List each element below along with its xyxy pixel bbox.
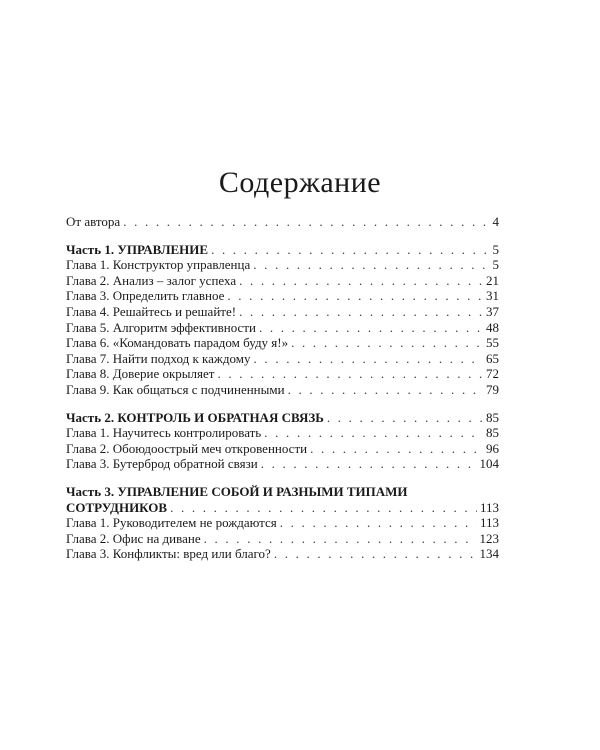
toc-entry-intro[interactable] — [66, 214, 499, 230]
toc-entry-label: Глава 3. Конфликты: вред или благо? — [66, 546, 271, 562]
toc-entry-label: Глава 7. Найти подход к каждому — [66, 350, 251, 366]
toc-entry-label: Глава 2. Обоюдоострый меч откровенности — [66, 440, 308, 456]
toc-entry[interactable] — [66, 546, 499, 562]
toc-part-label-continued: СОТРУДНИКОВ — [66, 499, 168, 515]
dot-leader — [261, 456, 477, 472]
toc-page-number: 134 — [479, 546, 499, 562]
dot-leader — [264, 425, 483, 441]
toc-page-number: 72 — [486, 366, 499, 382]
toc-entry-label: Глава 4. Решайтесь и решайте! — [66, 303, 237, 319]
toc-page-number: 85 — [486, 409, 499, 425]
toc-entry-label: Глава 2. Анализ – залог успеха — [66, 272, 237, 288]
dot-leader — [254, 351, 483, 367]
toc-part-2[interactable] — [66, 410, 499, 426]
toc-entry-label: Глава 3. Определить главное — [66, 288, 225, 304]
toc-entry-label: Глава 9. Как общаться с подчиненными — [66, 381, 285, 397]
toc-entry[interactable] — [66, 425, 499, 441]
dot-leader — [253, 257, 489, 273]
toc-entry[interactable] — [66, 382, 499, 398]
toc-entry-label: Глава 3. Бутерброд обратной связи — [66, 456, 258, 472]
dot-leader — [327, 410, 483, 426]
toc-entry[interactable] — [66, 456, 499, 472]
dot-leader — [310, 441, 483, 457]
toc-entry[interactable] — [66, 320, 499, 336]
toc-part-3[interactable] — [66, 484, 499, 515]
dot-leader — [239, 273, 483, 289]
toc-entry-label: Глава 2. Офис на диване — [66, 530, 201, 546]
toc-page-number: 113 — [479, 515, 499, 531]
dot-leader — [123, 214, 489, 230]
toc-entry[interactable] — [66, 257, 499, 273]
dot-leader — [217, 366, 483, 382]
toc-entry[interactable] — [66, 441, 499, 457]
dot-leader — [227, 288, 483, 304]
toc-page-number: 21 — [486, 272, 499, 288]
toc-entry-label: Глава 1. Конструктор управленца — [66, 257, 251, 273]
toc-page-number: 5 — [492, 241, 499, 257]
toc-page-number: 113 — [479, 499, 499, 515]
toc-entry-label: От автора — [66, 214, 121, 229]
toc-entry-label: Глава 8. Доверие окрыляет — [66, 366, 215, 382]
dot-leader — [274, 546, 477, 562]
toc-page-number: 5 — [492, 257, 499, 273]
toc-page-number: 96 — [486, 440, 499, 456]
toc-entry-label: Глава 6. «Командовать парадом буду я!» — [66, 335, 289, 351]
toc-page-number: 79 — [486, 381, 499, 397]
toc-page-number: 4 — [492, 214, 499, 229]
dot-leader — [259, 320, 483, 336]
toc-page-number: 85 — [486, 425, 499, 441]
toc-part-label: Часть 1. УПРАВЛЕНИЕ — [66, 241, 209, 257]
toc-entry-label: Глава 5. Алгоритм эффективности — [66, 319, 256, 335]
toc-page-number: 104 — [479, 456, 499, 472]
toc-entry[interactable] — [66, 531, 499, 547]
table-of-contents — [66, 214, 499, 562]
dot-leader — [280, 515, 477, 531]
toc-page-number: 31 — [486, 288, 499, 304]
toc-entry[interactable] — [66, 273, 499, 289]
dot-leader — [288, 382, 483, 398]
toc-page-number: 55 — [486, 335, 499, 351]
toc-page-number: 123 — [479, 530, 499, 546]
toc-entry[interactable] — [66, 351, 499, 367]
dot-leader — [204, 531, 477, 547]
page-title: Содержание — [218, 166, 382, 199]
toc-entry[interactable] — [66, 366, 499, 382]
dot-leader — [291, 335, 483, 351]
dot-leader — [211, 242, 489, 258]
toc-entry[interactable] — [66, 288, 499, 304]
toc-entry[interactable] — [66, 304, 499, 320]
dot-leader — [239, 304, 483, 320]
toc-entry[interactable] — [66, 335, 499, 351]
toc-part-1[interactable] — [66, 242, 499, 258]
toc-page-number: 48 — [486, 319, 499, 335]
toc-entry[interactable] — [66, 515, 499, 531]
toc-entry-label: Глава 1. Руководителем не рождаются — [66, 515, 277, 531]
toc-page-number: 37 — [486, 303, 499, 319]
toc-entry-label: Глава 1. Научитесь контролировать — [66, 425, 262, 441]
dot-leader — [170, 500, 477, 516]
toc-page-number: 65 — [486, 350, 499, 366]
toc-part-label: Часть 3. УПРАВЛЕНИЕ СОБОЙ И РАЗНЫМИ ТИПАМИ — [66, 483, 408, 499]
toc-part-label: Часть 2. КОНТРОЛЬ И ОБРАТНАЯ СВЯЗЬ — [66, 409, 324, 425]
